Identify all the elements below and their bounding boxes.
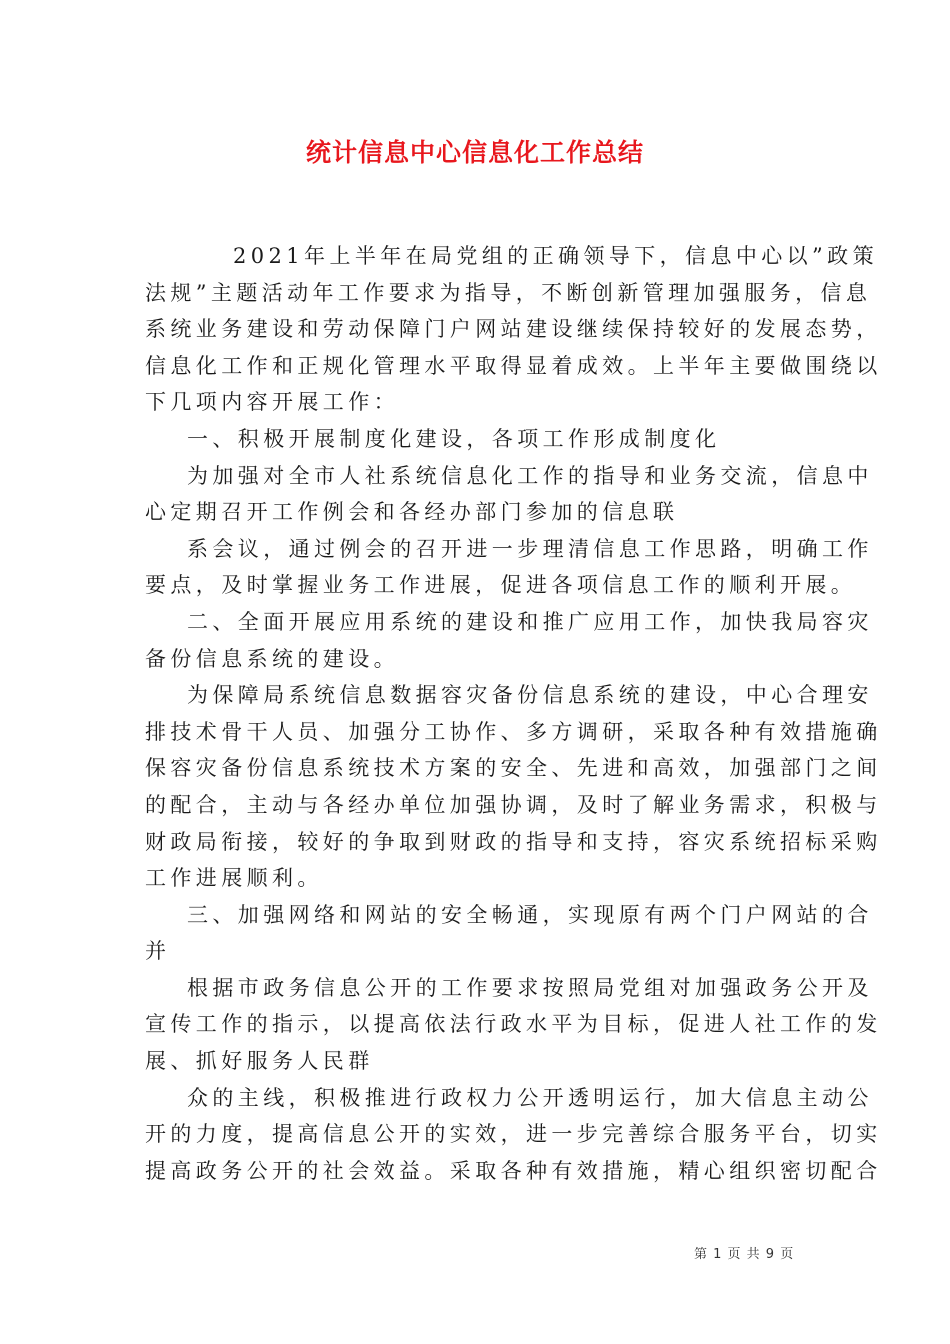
paragraph-line: 工作进展顺利。 (145, 866, 323, 891)
paragraph-line: 系统业务建设和劳动保障门户网站建设继续保持较好的发展态势， (145, 317, 882, 342)
paragraph-line: 系会议，通过例会的召开进一步理清信息工作思路，明确工作 (187, 536, 873, 561)
paragraph-line: 保容灾备份信息系统技术方案的安全、先进和高效，加强部门之间 (145, 756, 882, 781)
paragraph-line: 2021年上半年在局党组的正确领导下，信息中心以”政策 (233, 244, 878, 268)
paragraph-line: 根据市政务信息公开的工作要求按照局党组对加强政务公开及 (187, 975, 873, 1000)
page-indicator: 第 1 页 共 9 页 (694, 1247, 795, 1262)
paragraph-line: 财政局衔接，较好的争取到财政的指导和支持，容灾系统招标采购 (145, 829, 882, 854)
paragraph-line: 为加强对全市人社系统信息化工作的指导和业务交流，信息中 (187, 463, 873, 488)
paragraph-line: 信息化工作和正规化管理水平取得显着成效。上半年主要做围绕以 (145, 353, 882, 378)
paragraph-line: 开的力度，提高信息公开的实效，进一步完善综合服务平台，切实 (145, 1122, 882, 1147)
document-title: 统计信息中心信息化工作总结 (305, 138, 644, 167)
document-body (145, 238, 882, 1189)
section-heading-2: 二、全面开展应用系统的建设和推广应用工作，加快我局容灾 (187, 609, 873, 634)
paragraph-line: 提高政务公开的社会效益。采取各种有效措施，精心组织密切配合 (145, 1158, 882, 1183)
section-heading-2-cont: 备份信息系统的建设。 (145, 646, 399, 671)
paragraph-line: 法规”主题活动年工作要求为指导，不断创新管理加强服务，信息 (145, 280, 872, 305)
paragraph-line: 心定期召开工作例会和各经办部门参加的信息联 (145, 500, 679, 525)
paragraph-line: 要点，及时掌握业务工作进展，促进各项信息工作的顺利开展。 (145, 573, 857, 598)
paragraph-line: 展、抓好服务人民群 (145, 1049, 374, 1074)
section-heading-3: 三、加强网络和网站的安全畅通，实现原有两个门户网站的合 (187, 902, 873, 927)
section-heading-1: 一、积极开展制度化建设，各项工作形成制度化 (187, 426, 721, 451)
paragraph-line: 为保障局系统信息数据容灾备份信息系统的建设，中心合理安 (187, 683, 873, 708)
paragraph-line: 宣传工作的指示，以提高依法行政水平为目标，促进人社工作的发 (145, 1012, 882, 1037)
paragraph-line: 的配合，主动与各经办单位加强协调，及时了解业务需求，积极与 (145, 792, 882, 817)
paragraph-line: 排技术骨干人员、加强分工协作、多方调研，采取各种有效措施确 (145, 719, 882, 744)
section-heading-3-cont: 并 (145, 939, 171, 964)
paragraph-line: 众的主线，积极推进行政权力公开透明运行，加大信息主动公 (187, 1085, 873, 1110)
paragraph-line: 下几项内容开展工作： (145, 390, 399, 415)
